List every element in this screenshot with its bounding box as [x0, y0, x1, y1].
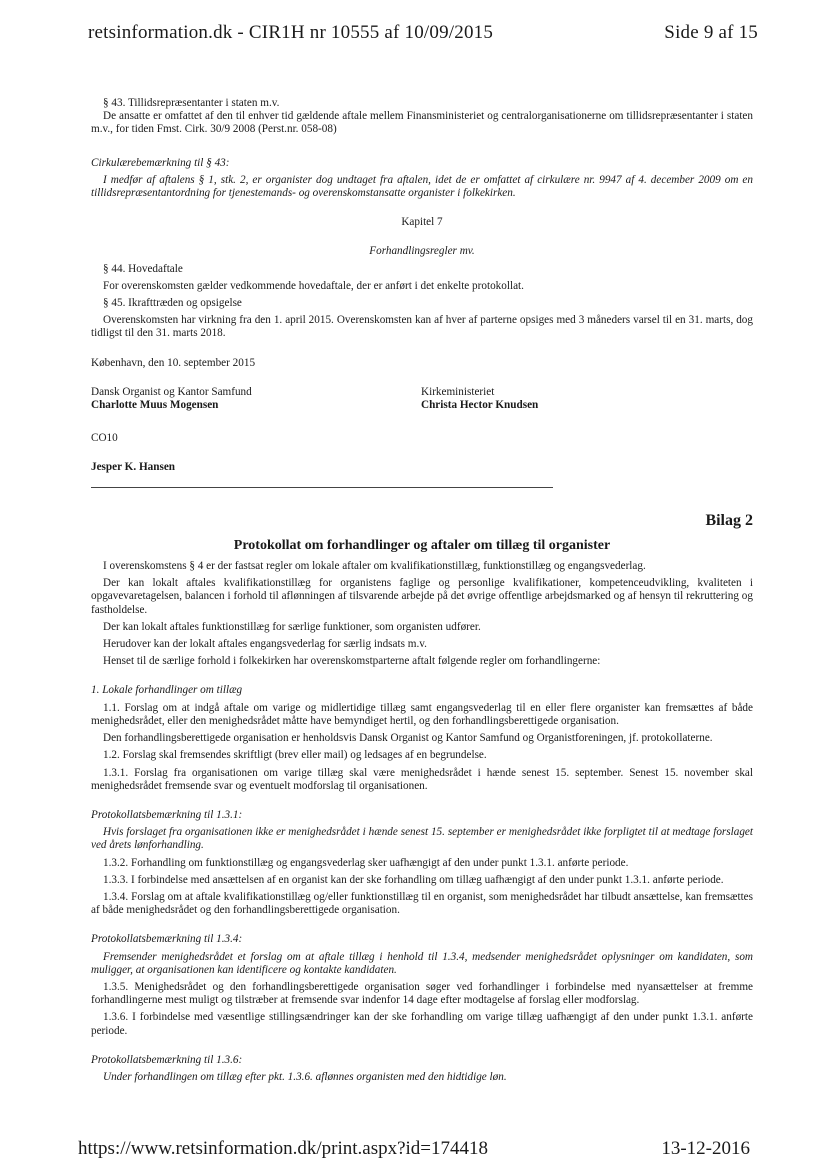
document-body — [91, 97, 753, 1084]
page-header-page-number: Side 9 af 15 — [664, 22, 758, 43]
signature-extra-name: Jesper K. Hansen — [91, 461, 176, 474]
chapter-label: Kapitel 7 — [401, 216, 443, 229]
signature-code: CO10 — [91, 432, 118, 445]
protocol-intro-5: Henset til de særlige forhold i folkekirken har overenskomstparterne aftalt følgende regler om forhandlingerne: — [103, 655, 601, 668]
chapter-title: Forhandlingsregler mv. — [369, 245, 475, 258]
paragraph-1-1b: Den forhandlingsberettigede organisation er henholdsvis Dansk Organist og Kantor Samfund og Organistforeningen, jf. protokollaterne. — [103, 732, 713, 745]
page-footer-url: https://www.retsinformation.dk/print.aspx?id=174418 — [78, 1138, 489, 1159]
section-43-remark-title: Cirkulærebemærkning til § 43: — [91, 156, 230, 169]
page-header-title: retsinformation.dk - CIR1H nr 10555 af 10/09/2015 — [88, 22, 494, 43]
signature-block — [91, 386, 753, 412]
section-44-heading: § 44. Hovedaftale — [103, 262, 183, 275]
signature-left — [91, 386, 421, 412]
paragraph-1-3-4: 1.3.4. Forslag om at aftale kvalifikationstillæg og/eller funktionstillæg til en organist, som menighedsrådet har tilbudt ansættelse, kan fremsættes af både menighedsrådet og den forhandlingsberettigede organisation. — [91, 890, 753, 917]
paragraph-1-3-1: 1.3.1. Forslag fra organisationen om varige tillæg skal være menighedsrådet i hænde senest 15. september. Senest 15. november skal menighedsrådet fremsende svar og eventuelt modforslag til organisationen. — [91, 766, 753, 792]
remark-1-3-6-text: Under forhandlingen om tillæg efter pkt. 1.3.6. aflønnes organisten med den hidtidige løn. — [103, 1070, 507, 1083]
section-43-remark-text: I medfør af aftalens § 1, stk. 2, er organister dog undtaget fra aftalen, idet de er omfattet af cirkulære nr. 9947 af 4. december 2009 om en tillidsrepræsentantordning for tjenestemands- og overenskomstansatte organister i folkekirken. — [91, 173, 753, 200]
section-43-heading: § 43. Tillidsrepræsentanter i staten m.v. — [103, 97, 280, 109]
divider-line — [91, 487, 553, 488]
remark-1-3-6-title: Protokollatsbemærkning til 1.3.6: — [91, 1053, 243, 1066]
remark-1-3-4-text: Fremsender menighedsrådet et forslag om at aftale tillæg i henhold til 1.3.4, medsender menighedsrådet oplysninger om kandidaten, som muligger, at organisationen kan identificere og kontakte kandidaten. — [91, 950, 753, 976]
section-44-text: For overenskomsten gælder vedkommende hovedaftale, der er anført i det enkelte protokollat. — [103, 279, 524, 292]
paragraph-1-3-3: 1.3.3. I forbindelse med ansættelsen af en organist kan der ske forhandling om tillæg uafhængigt af den under punkt 1.3.1. anførte periode. — [103, 873, 724, 886]
remark-1-3-4-title: Protokollatsbemærkning til 1.3.4: — [91, 933, 243, 946]
section-1-title: 1. Lokale forhandlinger om tillæg — [91, 684, 243, 697]
section-45-heading: § 45. Ikrafttræden og opsigelse — [103, 297, 242, 310]
signature-left-name: Charlotte Muus Mogensen — [91, 399, 219, 412]
signature-right-org: Kirkeministeriet — [421, 385, 495, 398]
remark-1-3-1-text: Hvis forslaget fra organisationen ikke er menighedsrådet i hænde senest 15. september er menighedsrådet ikke forpligtet til at medtage forslaget ved årets lønforhandling. — [91, 826, 753, 852]
page-footer-date: 13-12-2016 — [661, 1138, 750, 1159]
protocol-intro-1: I overenskomstens § 4 er der fastsat regler om lokale aftaler om kvalifikationstillæg, funktionstillæg og engangsvederlag. — [103, 560, 646, 573]
section-43-text: De ansatte er omfattet af den til enhver tid gældende aftale mellem Finansministeriet og centralorganisationerne om tillidsrepræsentanter i staten m.v., for tiden Fmst. Cirk. 30/9 2008 (Perst.nr. 058-08) — [91, 110, 753, 136]
protocol-intro-3: Der kan lokalt aftales funktionstillæg for særlige funktioner, som organisten udfører. — [103, 620, 481, 633]
remark-1-3-1-title: Protokollatsbemærkning til 1.3.1: — [91, 808, 243, 821]
protocol-intro-2: Der kan lokalt aftales kvalifikationstillæg for organistens faglige og personlige kvalifikationer, kompetenceudvikling, kvaliteten i opgavevaretagelsen, balancen i forhold til aflønningen af tilsvarende arbejde på det øvrige offentlige arbejdsmarked og af hensyn til rekruttering og fastholdelse. — [91, 577, 753, 616]
signature-place-date: København, den 10. september 2015 — [91, 356, 256, 369]
bilag-label: Bilag 2 — [705, 511, 753, 529]
section-45-text: Overenskomsten har virkning fra den 1. april 2015. Overenskomsten kan af hver af parterne opsiges med 3 måneders varsel til en 31. marts, dog tidligst til den 31. marts 2018. — [91, 314, 753, 340]
protocol-title: Protokollat om forhandlinger og aftaler om tillæg til organister — [233, 537, 611, 553]
signature-right-name: Christa Hector Knudsen — [421, 399, 539, 412]
protocol-intro-4: Herudover kan der lokalt aftales engangsvederlag for særlig indsats m.v. — [103, 638, 427, 651]
paragraph-1-1: 1.1. Forslag om at indgå aftale om varige og midlertidige tillæg samt engangsvederlag til en eller flere organister kan fremsættes af både menighedsrådet, eller den menighedsrådet måtte have bemyndiget hertil, og den forhandlingsberettigede organisation. — [91, 701, 753, 727]
paragraph-1-3-6: 1.3.6. I forbindelse med væsentlige stillingsændringer kan der ske forhandling om varige tillæg uafhængigt af den under punkt 1.3.1. anførte periode. — [91, 1011, 753, 1037]
paragraph-1-3-5: 1.3.5. Menighedsrådet og den forhandlingsberettigede organisation søger ved forhandlinger i forbindelse med nyansættelser at fremme forhandlingerne mest muligt og tilstræber at fremsende svar indenfor 14 dage efter modtagelse af forslag eller modforslag. — [91, 980, 753, 1007]
signature-right — [421, 386, 751, 412]
paragraph-1-3-2: 1.3.2. Forhandling om funktionstillæg og engangsvederlag sker uafhængigt af den under punkt 1.3.1. anførte periode. — [103, 856, 629, 869]
signature-left-org: Dansk Organist og Kantor Samfund — [91, 385, 252, 398]
paragraph-1-2: 1.2. Forslag skal fremsendes skriftligt (brev eller mail) og ledsages af en begrundelse. — [103, 749, 487, 762]
